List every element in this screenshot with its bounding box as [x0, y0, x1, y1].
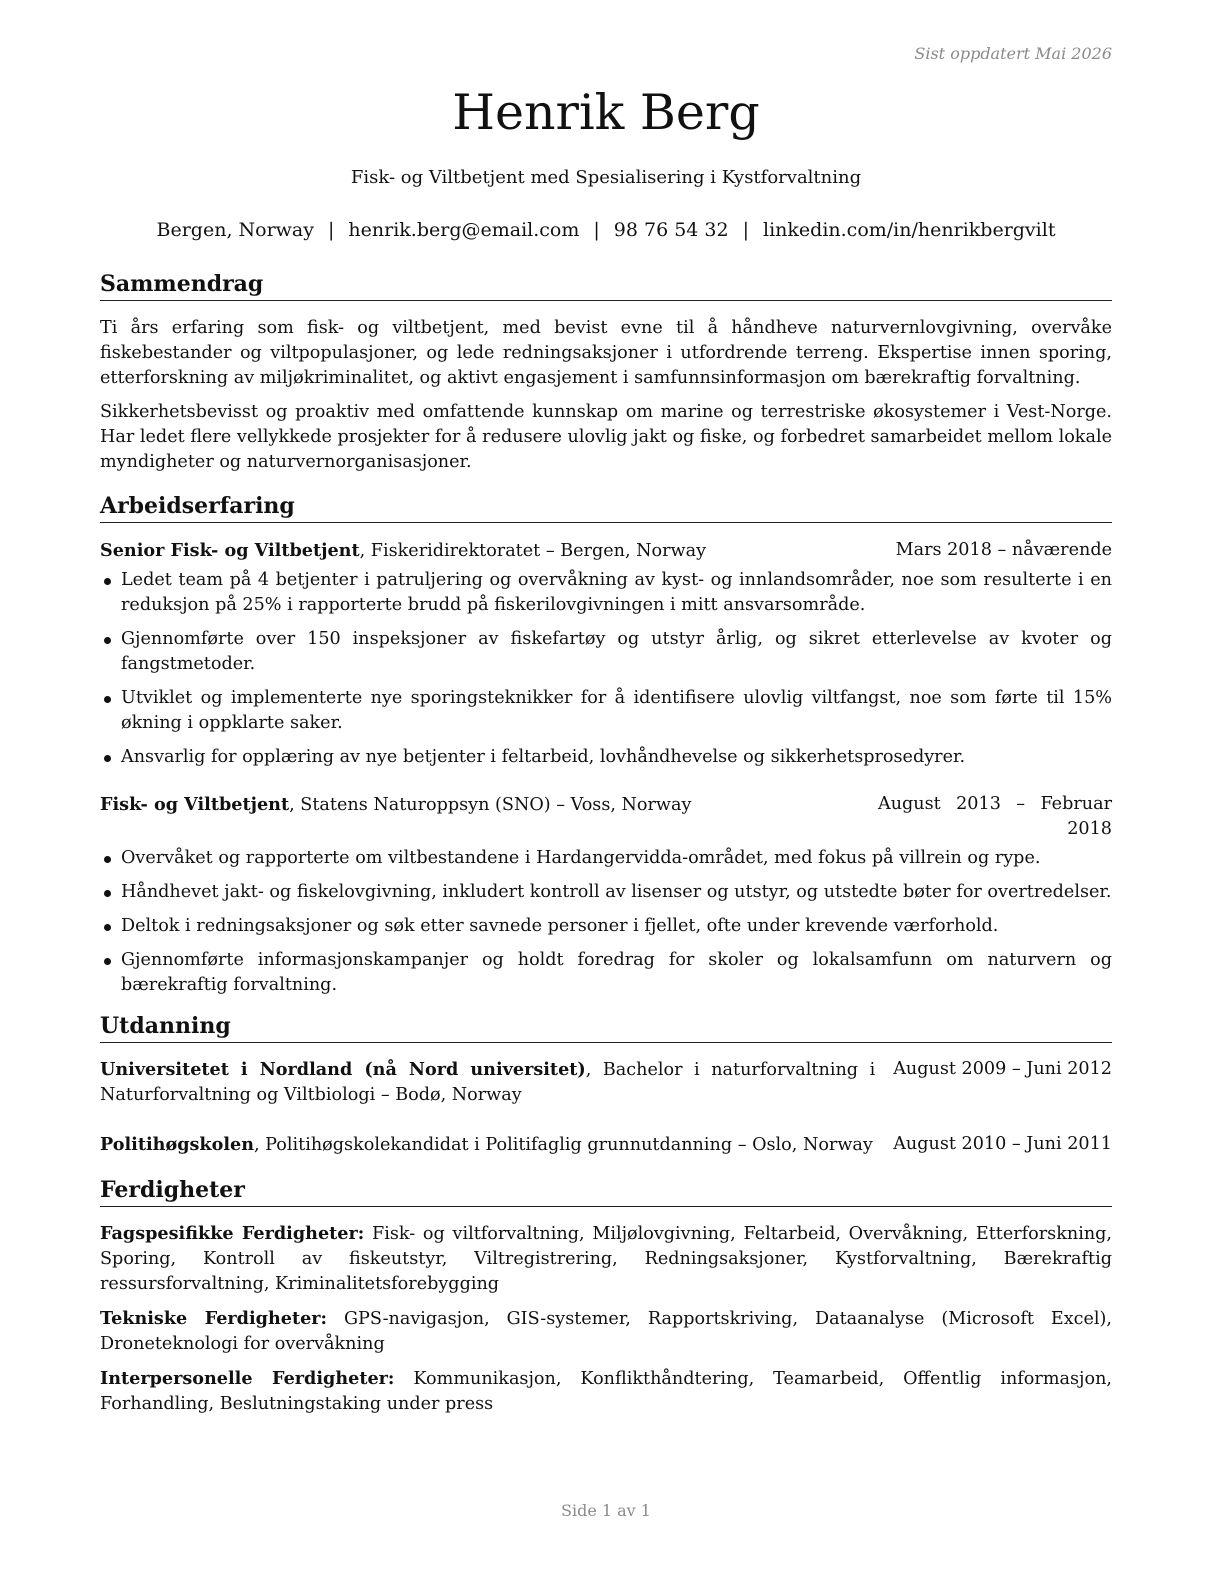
contact-separator: |	[328, 219, 335, 241]
summary-paragraph: Ti års erfaring som fisk- og viltbetjent, med bevist evne til å håndheve naturvernlovgivning, overvåke fiskebestander og viltpopulasjoner, og lede redningsaksjoner i utfordrende terreng. Ekspertise innen sporing, etterforskning av miljøkriminalitet, og aktivt engasjement i samfunnsinformasjon om bærekraftig forvaltning.	[100, 318, 1112, 388]
contact-separator: |	[593, 219, 600, 241]
job-bullet: Håndhevet jakt- og fiskelovgivning, inkludert kontroll av lisenser og utstyr, og utstedte bøter for overtredelser.	[100, 880, 1112, 905]
job-entry	[100, 538, 1112, 770]
job-employer: , Statens Naturoppsyn (SNO) – Voss, Norway	[289, 795, 692, 815]
section-title-summary: Sammendrag	[100, 270, 1112, 301]
education-entry	[100, 1132, 1112, 1158]
last-updated-note: Sist oppdatert Mai 2026	[914, 44, 1112, 63]
education-school: Universitetet i Nordland (nå Nord universitet)	[100, 1059, 586, 1080]
job-bullet: Gjennomførte over 150 inspeksjoner av fiskefartøy og utstyr årlig, og sikret etterlevelse av kvoter og fangstmetoder.	[100, 627, 1112, 677]
contact-separator: |	[742, 219, 750, 241]
job-dates: August 2013 – Februar 2018	[878, 794, 1112, 839]
summary-paragraph: Sikkerhetsbevisst og proaktiv med omfattende kunnskap om marine og terrestriske økosystemer i Vest-Norge. Har ledet flere vellykkede prosjekter for å redusere ulovlig jakt og fiske, og forbedret samarbeidet mellom lokale myndigheter og naturvernorganisasjoner.	[100, 402, 1112, 472]
contact-location: Bergen, Norway	[156, 219, 314, 241]
job-header	[100, 792, 1112, 842]
skill-text: GPS-navigasjon, GIS-systemer, Rapportskriving, Dataanalyse (Microsoft Excel), Droneteknologi for overvåkning	[100, 1309, 1112, 1354]
skill-line	[100, 1366, 1112, 1417]
skill-label: Fagspesifikke Ferdigheter:	[100, 1223, 365, 1244]
education-title-line	[100, 1057, 893, 1108]
job-employer: , Fiskeridirektoratet – Bergen, Norway	[359, 541, 707, 561]
education-title-line	[100, 1132, 893, 1158]
job-bullet-list	[100, 846, 1112, 998]
education-section	[100, 1012, 1112, 1158]
skill-label: Tekniske Ferdigheter:	[100, 1308, 328, 1329]
contact-linkedin[interactable]: linkedin.com/in/henrikbergvilt	[763, 219, 1056, 241]
section-title-education: Utdanning	[100, 1012, 1112, 1043]
education-degree: , Politihøgskolekandidat i Politifaglig grunnutdanning – Oslo, Norway	[254, 1135, 873, 1155]
job-bullet: Deltok i redningsaksjoner og søk etter savnede personer i fjellet, ofte under krevende værforhold.	[100, 914, 1112, 939]
skill-line	[100, 1306, 1112, 1357]
job-bullet: Gjennomførte informasjonskampanjer og holdt foredrag for skoler og lokalsamfunn om naturvern og bærekraftig forvaltning.	[100, 948, 1112, 998]
skill-text: Fisk- og viltforvaltning, Miljølovgivning, Feltarbeid, Overvåkning, Etterforskning, Sporing, Kontroll av fiskeutstyr, Viltregistrering, Redningsaksjoner, Kystforvaltning, Bærekraftig ressursforvaltning, Kriminalitetsforebygging	[100, 1224, 1113, 1294]
job-title-line	[100, 792, 878, 818]
contact-email[interactable]: henrik.berg@email.com	[348, 219, 580, 241]
job-entry	[100, 792, 1112, 998]
contact-line	[100, 219, 1112, 241]
skill-line	[100, 1221, 1112, 1297]
skill-text: Kommunikasjon, Konflikthåndtering, Teamarbeid, Offentlig informasjon, Forhandling, Beslutningstaking under press	[100, 1369, 1112, 1414]
job-bullet: Utviklet og implementerte nye sporingsteknikker for å identifisere ulovlig viltfangst, noe som førte til 15% økning i oppklarte saker.	[100, 686, 1112, 736]
candidate-name: Henrik Berg	[452, 84, 760, 141]
job-bullet: Ansvarlig for opplæring av nye betjenter i feltarbeid, lovhåndhevelse og sikkerhetsprosedyrer.	[100, 745, 1112, 770]
education-school: Politihøgskolen	[100, 1134, 254, 1155]
skills-section	[100, 1176, 1112, 1417]
contact-phone: 98 76 54 32	[613, 219, 729, 241]
summary-section	[100, 270, 1112, 475]
section-title-experience: Arbeidserfaring	[100, 492, 1112, 523]
education-dates: August 2009 – Juni 2012	[893, 1059, 1112, 1079]
section-title-skills: Ferdigheter	[100, 1176, 1112, 1207]
education-degree: , Bachelor i naturforvaltning i Naturforvaltning og Viltbiologi – Bodø, Norway	[100, 1060, 876, 1105]
experience-section	[100, 492, 1112, 998]
page-number: Side 1 av 1	[561, 1501, 651, 1520]
job-header	[100, 538, 1112, 564]
resume-page	[100, 0, 1112, 1584]
candidate-headline: Fisk- og Viltbetjent med Spesialisering i Kystforvaltning	[350, 167, 862, 188]
education-entry	[100, 1057, 1112, 1108]
resume-body	[100, 270, 1112, 1417]
job-role: Fisk- og Viltbetjent	[100, 794, 290, 815]
job-role: Senior Fisk- og Viltbetjent	[100, 540, 360, 561]
job-dates: Mars 2018 – nåværende	[895, 540, 1112, 560]
job-bullet-list	[100, 568, 1112, 770]
job-title-line	[100, 538, 896, 564]
education-dates: August 2010 – Juni 2011	[893, 1134, 1112, 1154]
job-bullet: Ledet team på 4 betjenter i patruljering og overvåkning av kyst- og innlandsområder, noe som resulterte i en reduksjon på 25% i rapporterte brudd på fiskerilovgivningen i mitt ansvarsområde.	[100, 568, 1112, 618]
job-bullet: Overvåket og rapporterte om viltbestandene i Hardangervidda-området, med fokus på villrein og rype.	[100, 846, 1112, 871]
skill-label: Interpersonelle Ferdigheter:	[100, 1368, 395, 1389]
